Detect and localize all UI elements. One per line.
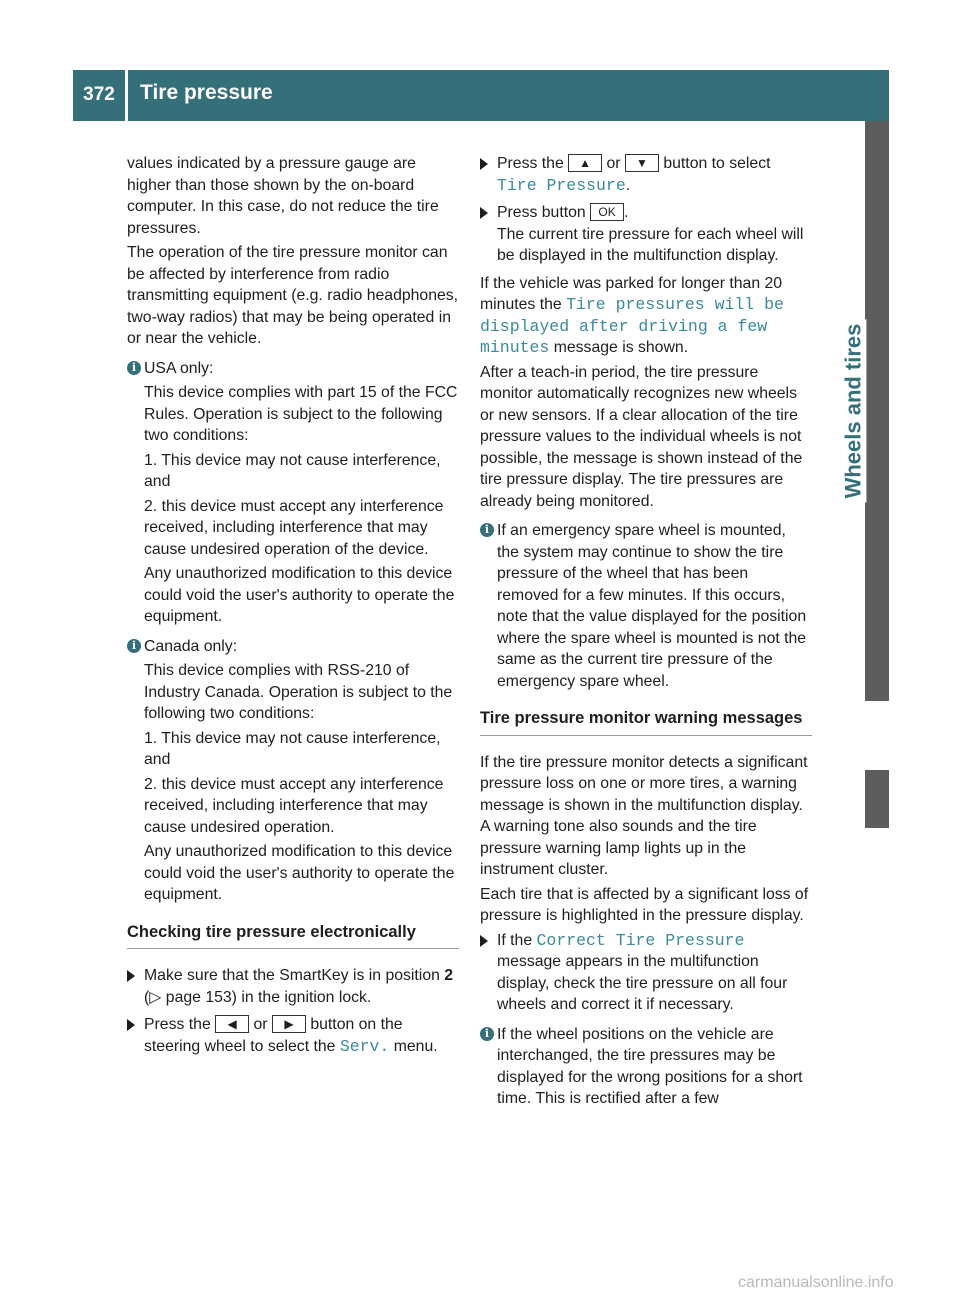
note-text: Any unauthorized modification to this device could void the user's authority to operate the equipment. bbox=[144, 565, 455, 625]
note-text: 2. this device must accept any interference received, including interference that may cause undesired operation of the device. bbox=[144, 497, 444, 558]
info-note-spare-wheel bbox=[480, 520, 812, 692]
side-tab-marker bbox=[865, 770, 889, 828]
paragraph-text: If the vehicle was parked for longer than 20 minutes the bbox=[480, 274, 783, 313]
section-heading: Tire pressure monitor warning messages bbox=[480, 708, 812, 736]
step-text: message appears in the multifunction display, check the tire pressure on all four wheels and correct it if necessary. bbox=[497, 953, 788, 1013]
note-text: If an emergency spare wheel is mounted, the system may continue to show the tire pressure of the wheel that has been removed for a few minutes. If this occurs, note that the value displayed for the position where the spare wheel is mounted is not the same as the current tire pressure of the emergency spare wheel. bbox=[497, 522, 807, 690]
left-arrow-key-icon: ◀ bbox=[215, 1015, 249, 1033]
paragraph: If the tire pressure monitor detects a significant pressure loss on one or more tires, a warning message is shown in the multifunction display. A warning tone also sounds and the tire pressure warning lamp lights up in the instrument cluster. bbox=[480, 753, 808, 878]
step-text: button on the steering wheel to select the bbox=[144, 1016, 403, 1055]
page-title: Tire pressure bbox=[140, 81, 273, 104]
page-number: 372 bbox=[83, 84, 115, 105]
display-text: Tire Pressure bbox=[497, 175, 626, 195]
step-arrow-icon bbox=[480, 207, 488, 219]
step-result: The current tire pressure for each wheel will be displayed in the multifunction display. bbox=[497, 225, 804, 264]
info-icon: i bbox=[127, 361, 141, 375]
note-text: 1. This device may not cause interference, and bbox=[144, 451, 441, 490]
side-tab-label: Wheels and tires bbox=[840, 320, 866, 503]
right-arrow-key-icon: ▶ bbox=[272, 1015, 306, 1033]
section-heading: Checking tire pressure electronically bbox=[127, 922, 459, 950]
step-arrow-icon bbox=[127, 1019, 135, 1031]
watermark: carmanualsonline.info bbox=[738, 1274, 894, 1291]
note-title: Canada only: bbox=[144, 637, 238, 655]
note-text: 1. This device may not cause interference, and bbox=[144, 729, 441, 768]
display-text: Serv. bbox=[339, 1036, 390, 1056]
step-item bbox=[480, 930, 812, 1016]
up-arrow-key-icon: ▲ bbox=[568, 154, 602, 172]
info-icon: i bbox=[127, 639, 141, 653]
note-text: This device complies with part 15 of the FCC Rules. Operation is subject to the following two conditions: bbox=[144, 384, 458, 444]
display-text: Correct Tire Pressure bbox=[536, 930, 745, 950]
step-arrow-icon bbox=[127, 970, 135, 982]
step-text: or bbox=[602, 155, 625, 172]
step-item bbox=[127, 1014, 459, 1057]
note-text: This device complies with RSS-210 of Industry Canada. Operation is subject to the following two conditions: bbox=[144, 662, 453, 722]
paragraph: Each tire that is affected by a significant loss of pressure is highlighted in the pressure display. bbox=[480, 885, 809, 924]
info-icon: i bbox=[480, 523, 494, 537]
step-text: menu. bbox=[389, 1037, 438, 1055]
step-arrow-icon bbox=[480, 935, 488, 947]
paragraph bbox=[480, 273, 812, 359]
info-note-wheel-positions bbox=[480, 1024, 812, 1110]
paragraph: The operation of the tire pressure monitor can be affected by interference from radio transmitting equipment (e.g. radio headphones, two-way radios) that may be being operated in or near the vehicle. bbox=[127, 244, 459, 347]
info-note-usa bbox=[127, 358, 459, 628]
right-column bbox=[480, 153, 812, 1113]
note-title: USA only: bbox=[144, 359, 214, 377]
left-column bbox=[127, 153, 459, 1063]
step-text: Press the bbox=[144, 1016, 216, 1033]
step-item bbox=[480, 153, 812, 196]
down-arrow-key-icon: ▼ bbox=[625, 154, 659, 172]
step-text: or bbox=[249, 1016, 272, 1033]
step-text: Press the bbox=[497, 155, 569, 172]
header-divider bbox=[125, 70, 128, 121]
step-text: (▷ page 153) in the ignition lock. bbox=[144, 988, 372, 1006]
step-text: If the bbox=[497, 931, 537, 949]
step-item bbox=[480, 202, 812, 267]
ok-key-icon: OK bbox=[590, 203, 624, 221]
info-note-canada bbox=[127, 636, 459, 906]
note-text: Any unauthorized modification to this device could void the user's authority to operate the equipment. bbox=[144, 843, 455, 903]
step-text: . bbox=[625, 176, 631, 194]
display-text: Tire pressures will be displayed after driving a few minutes bbox=[480, 295, 784, 357]
side-tab-label-wrap bbox=[840, 121, 889, 701]
step-item bbox=[127, 965, 459, 1008]
step-text: button to select bbox=[658, 155, 771, 172]
step-text: Press button bbox=[497, 204, 591, 221]
info-icon: i bbox=[480, 1027, 494, 1041]
step-text: Make sure that the SmartKey is in position bbox=[144, 967, 445, 984]
note-text: 2. this device must accept any interference received, including interference that may cause undesired operation. bbox=[144, 775, 444, 836]
step-position: 2 bbox=[444, 967, 454, 984]
paragraph-text: message is shown. bbox=[549, 339, 689, 356]
paragraph: values indicated by a pressure gauge are higher than those shown by the on-board computer. In this case, do not reduce the tire pressures. bbox=[127, 155, 439, 237]
note-text: If the wheel positions on the vehicle are interchanged, the tire pressures may be displayed for the wrong positions for a short time. This is rectified after a few bbox=[497, 1025, 803, 1107]
paragraph: After a teach-in period, the tire pressure monitor automatically recognizes new wheels or new sensors. If a clear allocation of the tire pressure values to the individual wheels is not possible, the message is shown instead of the tire pressure display. The tire pressures are already being monitored. bbox=[480, 363, 803, 510]
step-text: . bbox=[624, 204, 629, 221]
step-arrow-icon bbox=[480, 158, 488, 170]
